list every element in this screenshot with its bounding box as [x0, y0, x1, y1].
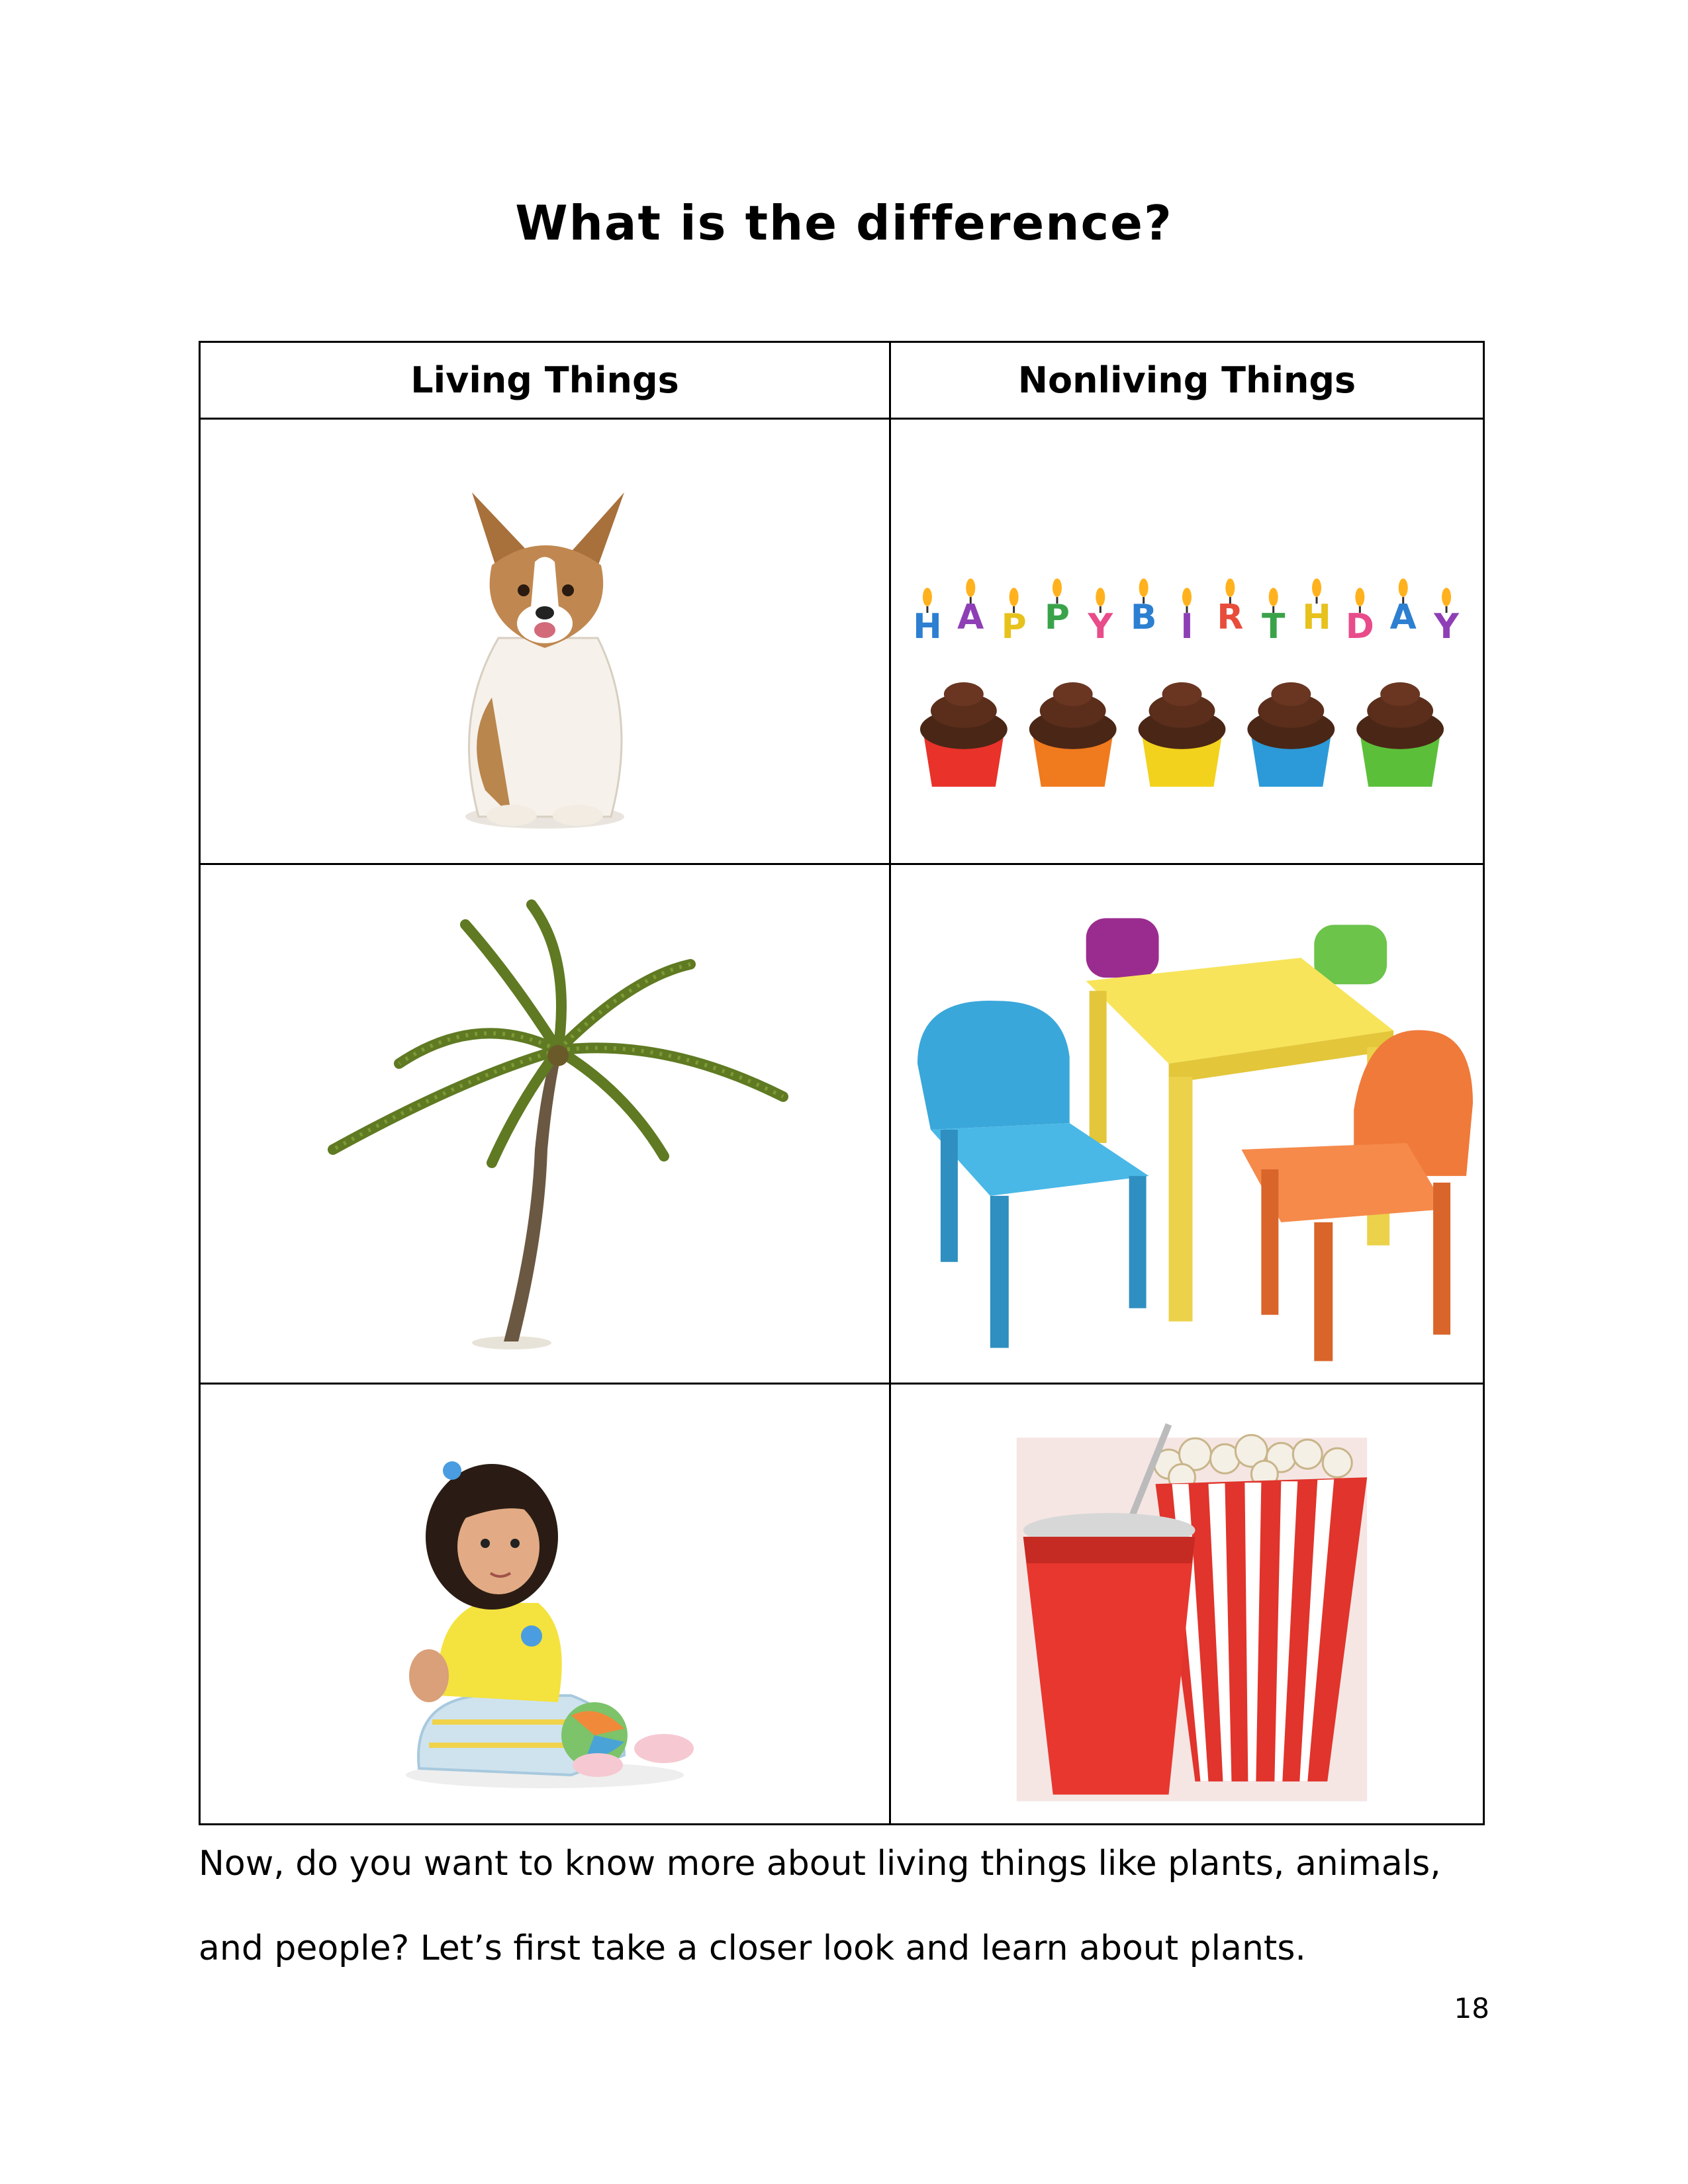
toddler-girl-image: [201, 1385, 889, 1823]
table-header-row: [200, 342, 1484, 419]
nonliving-cell: [890, 864, 1484, 1384]
candle-letter: D: [1345, 607, 1374, 647]
intro-paragraph: [199, 1821, 1496, 1991]
candle-flame: [923, 588, 932, 606]
nonliving-cell: [890, 1384, 1484, 1825]
candle-flame: [1269, 588, 1278, 606]
table-row: [200, 1384, 1484, 1825]
candle-flame: [966, 578, 975, 597]
candle-flame: [1009, 588, 1019, 606]
living-cell: [200, 419, 890, 864]
living-cell: [200, 1384, 890, 1825]
living-things-header: Living Things: [200, 342, 890, 419]
page-title: What is the difference?: [515, 195, 1173, 251]
candle-letter: A: [957, 598, 984, 638]
candle-letter: Y: [1434, 607, 1459, 647]
paragraph-line: and people? Let’s first take a closer look and learn about plants.: [199, 1929, 1306, 1968]
candle-letter: P: [1001, 607, 1027, 647]
candle-letter: I: [1180, 607, 1194, 647]
candle-flame: [1225, 578, 1235, 597]
dog-image: [201, 420, 889, 863]
living-cell: [200, 864, 890, 1384]
popcorn-and-soda-image: [891, 1385, 1483, 1823]
candle-letter: H: [1302, 598, 1331, 638]
cupcake: [1247, 682, 1335, 787]
comparison-table: [199, 341, 1485, 1825]
table-row: [200, 419, 1484, 864]
candle-letter: T: [1261, 607, 1286, 647]
palm-tree-image: [201, 865, 889, 1383]
candle-flame: [1139, 578, 1149, 597]
candle-flame: [1182, 588, 1192, 606]
cupcake: [1139, 682, 1226, 787]
cupcake: [920, 682, 1008, 787]
paragraph-line: Now, do you want to know more about living things like plants, animals,: [199, 1844, 1441, 1884]
candle-letter: B: [1130, 598, 1157, 638]
candle-flame: [1355, 588, 1364, 606]
candle-flame: [1096, 588, 1105, 606]
candle-letter: P: [1044, 598, 1070, 638]
candle-letter: R: [1217, 598, 1244, 638]
nonliving-cell: [890, 419, 1484, 864]
table-row: [200, 864, 1484, 1384]
page-number: 18: [1454, 1992, 1489, 2025]
candle-flame: [1442, 588, 1451, 606]
candle-flame: [1312, 578, 1321, 597]
candle-letter: A: [1389, 598, 1417, 638]
candle-flame: [1053, 578, 1062, 597]
candle-letter: Y: [1088, 607, 1113, 647]
cupcake: [1029, 682, 1117, 787]
birthday-cupcakes-image: [891, 420, 1483, 863]
table-and-chairs-image: [891, 865, 1483, 1383]
cupcake: [1356, 682, 1444, 787]
nonliving-things-header: Nonliving Things: [890, 342, 1484, 419]
candle-flame: [1399, 578, 1408, 597]
candle-letter: H: [913, 607, 942, 647]
